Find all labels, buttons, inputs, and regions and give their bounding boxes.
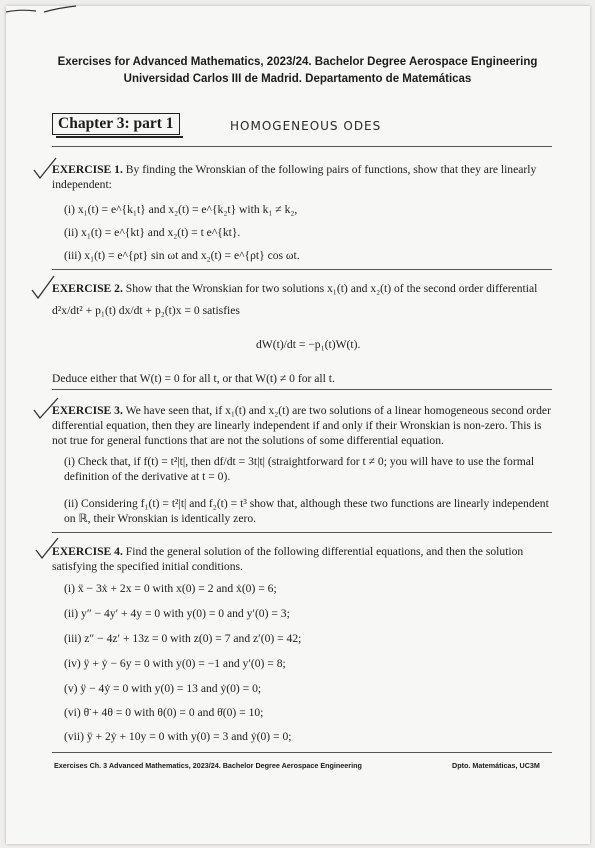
document-header-line1: Exercises for Advanced Mathematics, 2023/24. Bachelor Degree Aerospace Engineering	[57, 56, 538, 68]
chapter-title: Chapter 3: part 1	[52, 113, 180, 135]
exercise-1-text: By finding the Wronskian of the following pairs of functions, show that they are linearly independent:	[52, 163, 537, 191]
exercise-2	[52, 281, 554, 296]
exercise-2-label: EXERCISE 2.	[52, 282, 123, 295]
exercise-1-label: EXERCISE 1.	[52, 163, 123, 176]
exercise-4-text: Find the general solution of the following differential equations, and then the solution satisfying the specified initial conditions.	[52, 545, 524, 573]
exercise-4-item-3: (iii) z″ − 4z′ + 13z = 0 with z(0) = 7 and z′(0) = 42;	[64, 632, 302, 645]
handwritten-note: HOMOGENEOUS ODES	[230, 119, 382, 133]
exercise-1-item-2: (ii) x₁(t) = e^{kt} and x₂(t) = t e^{kt}.	[64, 226, 241, 239]
divider	[52, 752, 552, 753]
exercise-3-label: EXERCISE 3.	[52, 404, 123, 417]
exercise-3-item-2: (ii) Considering f₁(t) = t²|t| and f₂(t) = t³ show that, although these two functions are linearly independent on ℝ, their Wronskian is identically zero.	[64, 497, 549, 525]
document-header-line2: Universidad Carlos III de Madrid. Departamento de Matemáticas	[123, 73, 472, 85]
divider	[52, 389, 552, 390]
exercise-4-item-4: (iv) ÿ + ẏ − 6y = 0 with y(0) = −1 and y′(0) = 8;	[64, 657, 286, 670]
exercise-4-item-2: (ii) y″ − 4y′ + 4y = 0 with y(0) = 0 and y′(0) = 3;	[64, 607, 290, 620]
divider	[52, 532, 552, 533]
exercise-3-item-1: (i) Check that, if f(t) = t²|t|, then df/dt = 3t|t| (straightforward for t ≠ 0; you will have to use the formal definition of the derivative at t = 0).	[64, 455, 535, 483]
exercise-4-item-6: (vi) θ̈ + 4θ = 0 with θ(0) = 0 and θ̇(0) = 10;	[64, 706, 264, 719]
exercise-4-label: EXERCISE 4.	[52, 545, 123, 558]
exercise-3-text: We have seen that, if x₁(t) and x₂(t) are two solutions of a linear homogeneous second order differential equation, then they are linearly independent if and only if their Wronskian is non-zero. This is not true for general functions that are not the solutions of some differential equation.	[52, 404, 551, 447]
exercise-4-item-7: (vii) ÿ + 2ẏ + 10y = 0 with y(0) = 3 and ẏ(0) = 0;	[64, 730, 292, 743]
exercise-1	[52, 162, 554, 192]
divider	[52, 146, 552, 147]
footer-left: Exercises Ch. 3 Advanced Mathematics, 2023/24. Bachelor Degree Aerospace Engineering	[54, 761, 362, 770]
exercise-4-item-1: (i) ẍ − 3ẋ + 2x = 0 with x(0) = 2 and ẋ(0) = 6;	[64, 582, 277, 595]
exercise-3	[52, 403, 554, 448]
exercise-4	[52, 544, 554, 574]
exercise-1-item-1: (i) x₁(t) = e^{k₁t} and x₂(t) = e^{k₂t} with k₁ ≠ k₂,	[64, 203, 298, 216]
exercise-2-equation: d²x/dt² + p₁(t) dx/dt + p₂(t)x = 0 satisfies	[52, 304, 240, 317]
divider	[52, 269, 552, 270]
exercise-2-text: Show that the Wronskian for two solutions x₁(t) and x₂(t) of the second order differential	[125, 282, 538, 295]
exercise-4-item-5: (v) ÿ − 4ẏ = 0 with y(0) = 13 and ẏ(0) = 0;	[64, 682, 262, 695]
exercise-2-deduce: Deduce either that W(t) = 0 for all t, or that W(t) ≠ 0 for all t.	[52, 372, 335, 385]
footer-right: Dpto. Matemáticas, UC3M	[452, 761, 540, 770]
pen-scribble	[0, 0, 120, 30]
exercise-2-result: dW(t)/dt = −p₁(t)W(t).	[256, 338, 361, 351]
exercise-1-item-3: (iii) x₁(t) = e^{ρt} sin ωt and x₂(t) = e^{ρt} cos ωt.	[64, 249, 300, 262]
